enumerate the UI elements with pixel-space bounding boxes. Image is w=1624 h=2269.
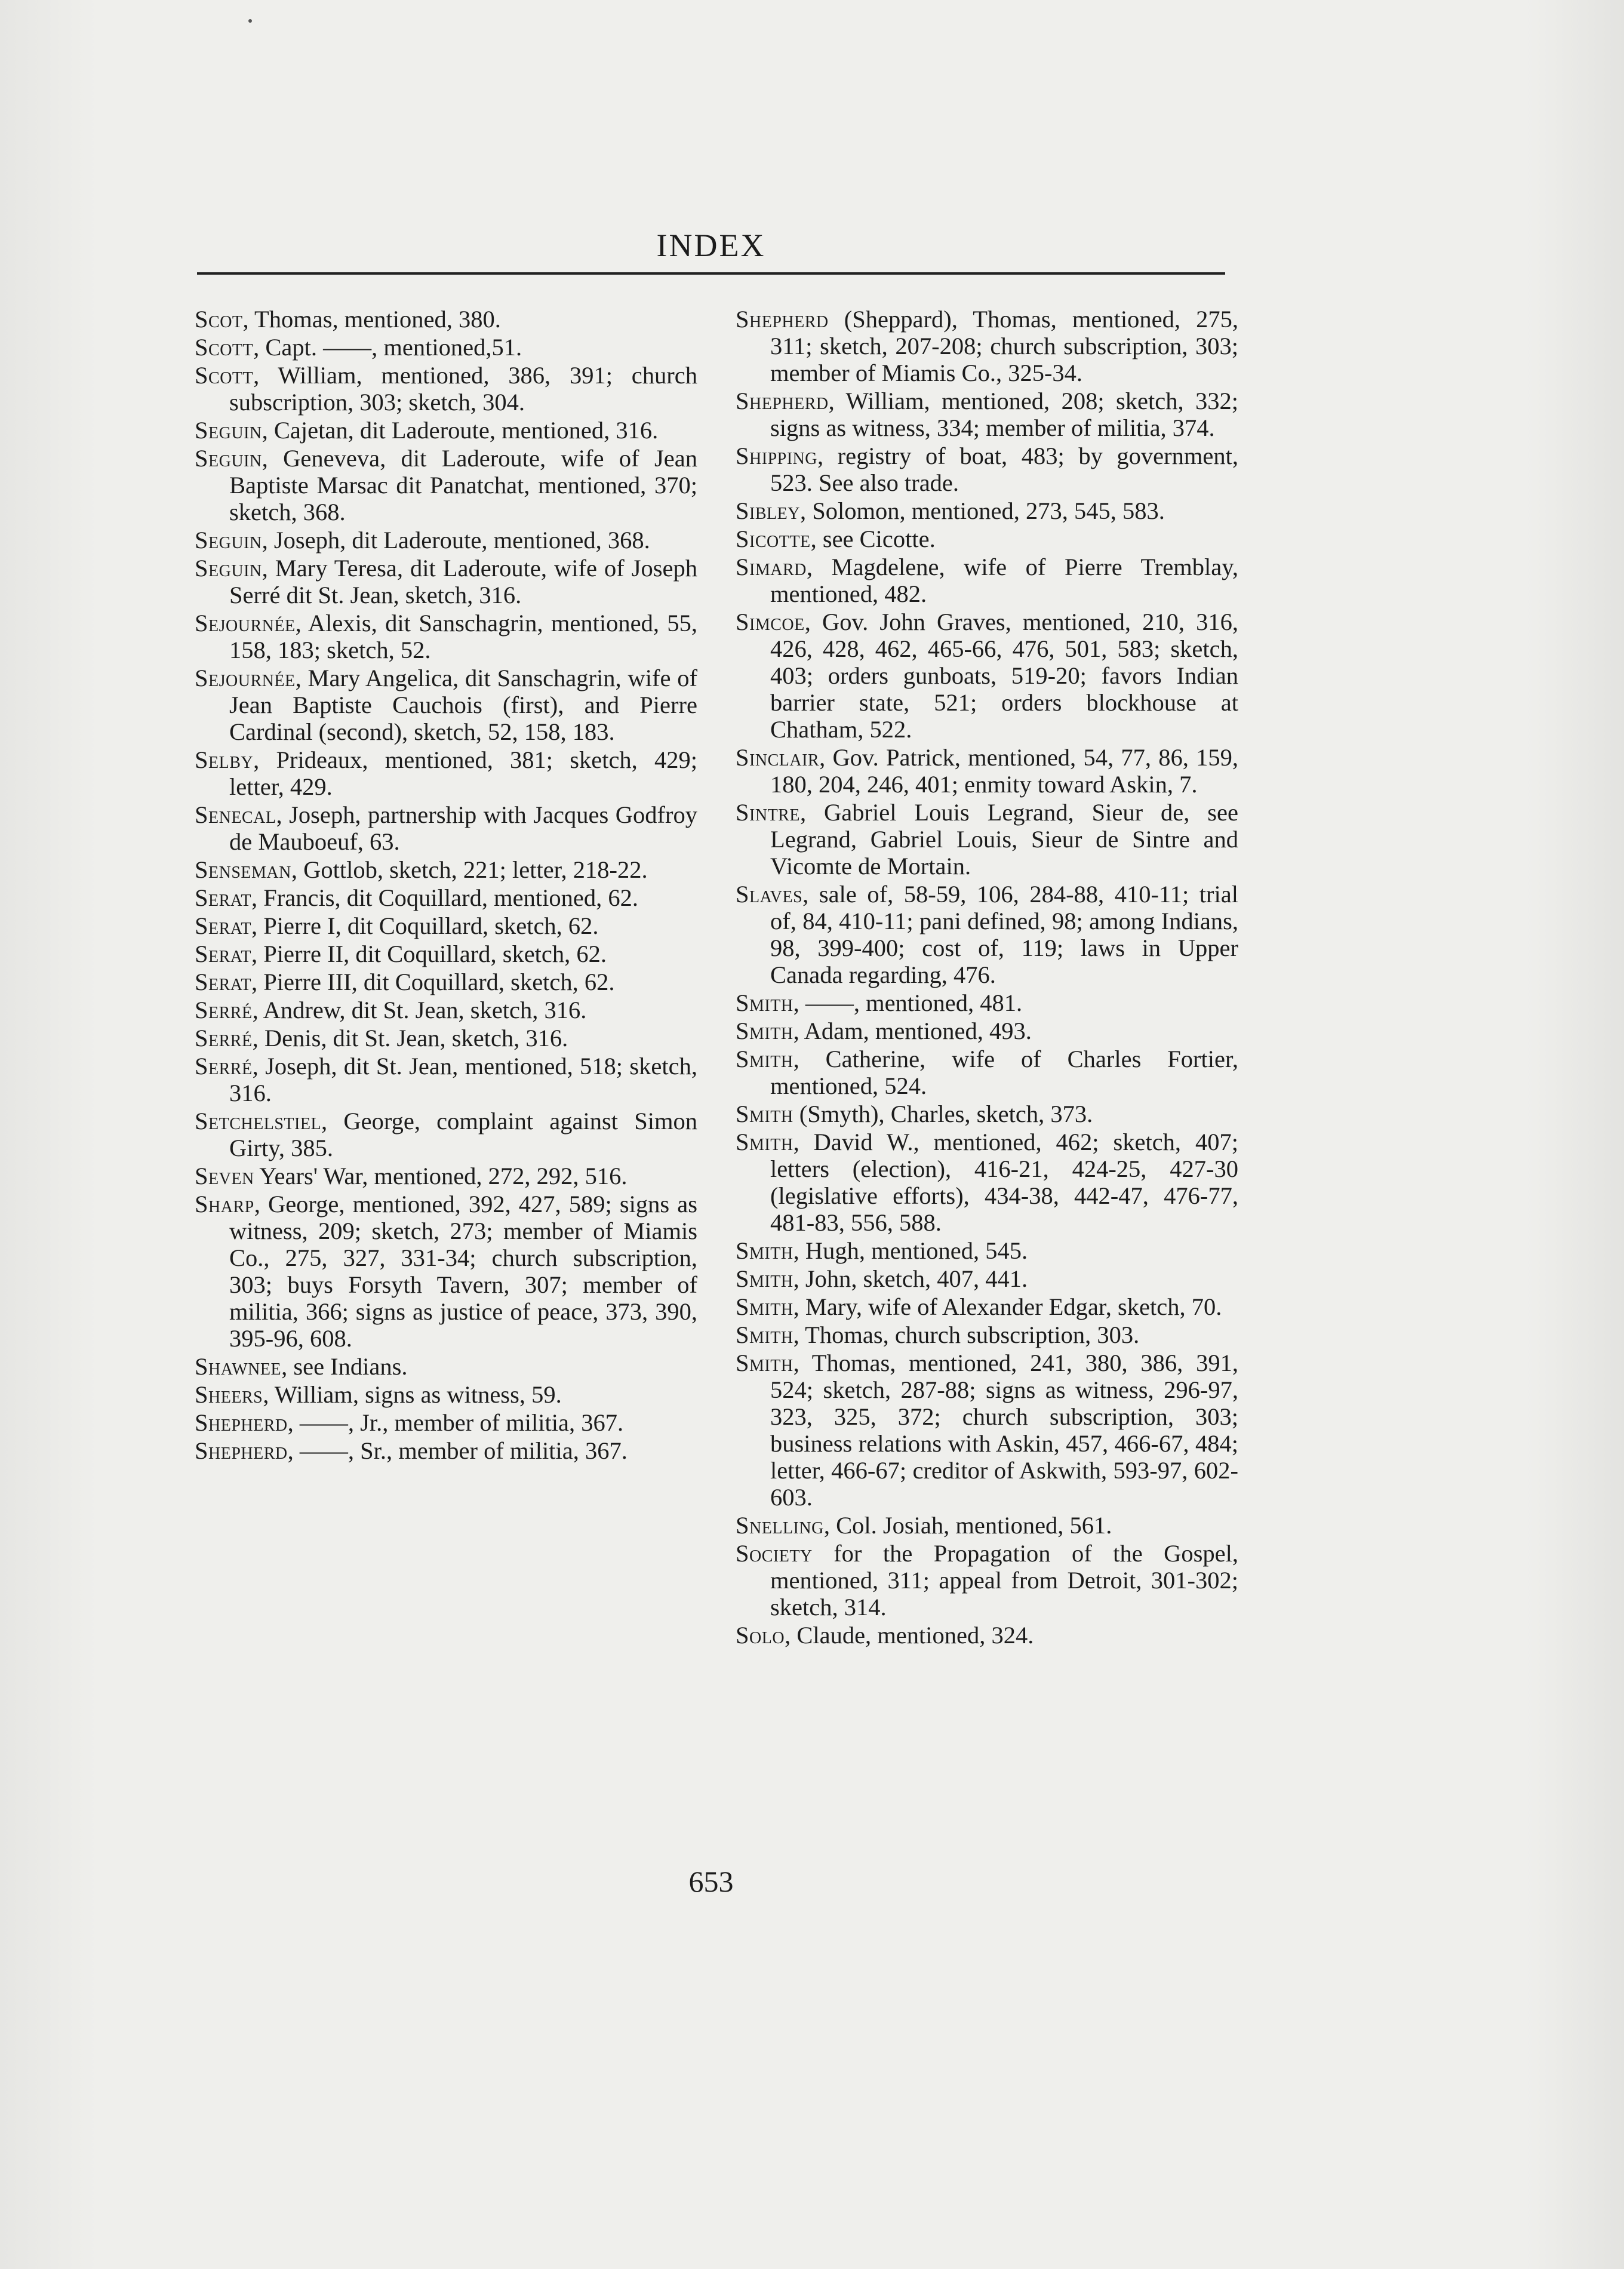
index-entry — [195, 1409, 697, 1436]
index-entry-text: , Pierre II, dit Coquillard, sketch, 62. — [251, 940, 607, 967]
index-entry-text: , Francis, dit Coquillard, mentioned, 62. — [251, 884, 638, 911]
index-headword: Sibley — [736, 497, 800, 524]
index-entry-text: , Gottlob, sketch, 221; letter, 218-22. — [291, 856, 648, 883]
index-entry — [195, 969, 697, 995]
index-entry — [736, 1017, 1238, 1044]
index-headword: Shepherd — [195, 1409, 288, 1436]
index-headword: Sinclair — [736, 744, 820, 771]
index-entry — [736, 1100, 1238, 1127]
index-headword: Seguin — [195, 555, 262, 582]
index-entry — [736, 799, 1238, 880]
index-entry — [195, 1025, 697, 1052]
index-headword: Senseman — [195, 856, 291, 883]
index-headword: Slaves — [736, 881, 803, 908]
index-headword: Setchelstiel — [195, 1108, 322, 1134]
index-entry-text: , see Cicotte. — [810, 525, 936, 552]
index-headword: Scott — [195, 362, 254, 389]
index-entry — [736, 1237, 1238, 1264]
index-entry — [195, 1353, 697, 1380]
index-headword: Seguin — [195, 527, 262, 554]
index-entry — [195, 746, 697, 800]
index-headword: Simcoe — [736, 608, 805, 635]
index-entry — [736, 1512, 1238, 1539]
index-headword: Smith — [736, 1129, 793, 1155]
index-entry — [195, 884, 697, 911]
index-headword: Shipping — [736, 442, 817, 469]
index-entry-text: , Thomas, mentioned, 241, 380, 386, 391, 524; sketch, 287-88; signs as witness, 296-97, 323, 325, 372; church subscription, 303; business relations with Askin, 457, 466-67, 484; letter, 466-67; creditor of Askwith, 593-97, 602-603. — [770, 1349, 1238, 1511]
index-entry — [736, 1321, 1238, 1348]
index-entry-text: , Cajetan, dit Laderoute, mentioned, 316. — [262, 417, 659, 444]
index-entry-text: , George, mentioned, 392, 427, 589; signs as witness, 209; sketch, 273; member of Miamis Co., 275, 327, 331-34; church subscription, 303; buys Forsyth Tavern, 307; member of militia, 366; signs as justice of peace, 373, 390, 395-96, 608. — [229, 1191, 697, 1352]
index-headword: Sharp — [195, 1191, 254, 1217]
index-entry — [195, 940, 697, 967]
paper-speck — [248, 19, 252, 23]
index-entry-text: , sale of, 58-59, 106, 284-88, 410-11; trial of, 84, 410-11; pani defined, 98; among Indians, 98, 399-400; cost of, 119; laws in Upper Canada regarding, 476. — [770, 881, 1238, 988]
index-entry — [736, 1265, 1238, 1292]
index-headword: Shawnee — [195, 1353, 282, 1380]
index-headword: Sejournée — [195, 610, 296, 637]
index-headword: Snelling — [736, 1512, 824, 1539]
index-entry-text: , Gov. John Graves, mentioned, 210, 316, 426, 428, 462, 465-66, 476, 501, 583; sketch, 403; orders gunboats, 519-20; favors Indian barrier state, 521; orders blockhouse at Chatham, 522. — [770, 608, 1238, 743]
index-entry-text: for the Propagation of the Gospel, mentioned, 311; appeal from Detroit, 301-302; sketch, 314. — [770, 1540, 1238, 1621]
index-entry — [195, 1053, 697, 1106]
index-headword: Smith — [736, 1349, 793, 1376]
index-headword: Smith — [736, 989, 793, 1016]
index-entry-text: , Mary Angelica, dit Sanschagrin, wife of Jean Baptiste Cauchois (first), and Pierre Cardinal (second), sketch, 52, 158, 183. — [229, 665, 697, 745]
index-entry-text: , David W., mentioned, 462; sketch, 407; letters (election), 416-21, 424-25, 427-30 (legislative efforts), 434-38, 442-47, 476-77, 481-83, 556, 588. — [770, 1129, 1238, 1236]
index-headword: Simard — [736, 554, 807, 580]
index-entry — [195, 527, 697, 554]
index-headword: Sejournée — [195, 665, 296, 691]
index-entry — [195, 334, 697, 361]
index-headword: Sintre — [736, 799, 800, 826]
index-entry-text: , ——, Jr., member of militia, 367. — [287, 1409, 624, 1436]
index-entry — [736, 1046, 1238, 1099]
index-headword: Society — [736, 1540, 813, 1567]
index-entry-text: , Hugh, mentioned, 545. — [793, 1237, 1028, 1264]
index-entry — [736, 306, 1238, 386]
index-entry — [736, 1540, 1238, 1621]
index-entry-text: , Joseph, partnership with Jacques Godfroy de Mauboeuf, 63. — [229, 801, 697, 855]
index-entry-text: , ——, Sr., member of militia, 367. — [287, 1437, 628, 1464]
index-headword: Sheers — [195, 1381, 263, 1408]
index-entry-text: , Mary, wife of Alexander Edgar, sketch, 70. — [793, 1293, 1222, 1320]
index-entry — [195, 555, 697, 608]
index-headword: Smith — [736, 1321, 793, 1348]
index-entry — [736, 525, 1238, 552]
index-entry-text: , Joseph, dit Laderoute, mentioned, 368. — [262, 527, 650, 554]
index-entry — [195, 1108, 697, 1161]
title-rule — [197, 272, 1225, 275]
index-entry — [736, 388, 1238, 441]
index-headword: Shepherd — [736, 306, 829, 333]
index-entry-text: , John, sketch, 407, 441. — [793, 1265, 1028, 1292]
index-entry-text: , Gov. Patrick, mentioned, 54, 77, 86, 159, 180, 204, 246, 401; enmity toward Askin, 7. — [770, 744, 1238, 798]
index-entry — [195, 801, 697, 855]
index-column-left — [195, 306, 697, 1465]
index-headword: Smith — [736, 1017, 793, 1044]
index-entry — [736, 554, 1238, 607]
index-headword: Smith — [736, 1100, 793, 1127]
index-entry-text: , Solomon, mentioned, 273, 545, 583. — [799, 497, 1165, 524]
index-entry — [736, 989, 1238, 1016]
page-title: INDEX — [656, 227, 766, 263]
index-entry — [736, 744, 1238, 798]
index-entry — [736, 442, 1238, 496]
index-headword: Serat — [195, 912, 252, 939]
index-entry — [736, 881, 1238, 988]
index-entry-text: , George, complaint against Simon Girty, 385. — [229, 1108, 697, 1161]
index-entry-text: , Geneveva, dit Laderoute, wife of Jean Baptiste Marsac dit Panatchat, mentioned, 370; sketch, 368. — [229, 445, 697, 525]
index-headword: Solo — [736, 1622, 785, 1649]
index-entry — [736, 497, 1238, 524]
index-column-right — [736, 306, 1238, 1650]
index-headword: Smith — [736, 1265, 793, 1292]
index-entry — [195, 1191, 697, 1352]
index-entry — [195, 610, 697, 663]
index-entry-text: , Thomas, church subscription, 303. — [793, 1321, 1140, 1348]
index-entry-text: , see Indians. — [281, 1353, 408, 1380]
index-headword: Serré — [195, 1053, 253, 1080]
index-headword: Seguin — [195, 445, 262, 472]
index-headword: Seven — [195, 1163, 254, 1189]
index-headword: Serré — [195, 997, 253, 1023]
index-headword: Smith — [736, 1293, 793, 1320]
index-entry-text: , Magdelene, wife of Pierre Tremblay, mentioned, 482. — [770, 554, 1238, 607]
index-entry — [195, 1437, 697, 1464]
index-entry-text: , Claude, mentioned, 324. — [785, 1622, 1034, 1649]
index-entry — [736, 1622, 1238, 1649]
index-entry — [195, 912, 697, 939]
index-headword: Senecal — [195, 801, 276, 828]
index-entry-text: , Andrew, dit St. Jean, sketch, 316. — [252, 997, 587, 1023]
index-headword: Selby — [195, 746, 254, 773]
page-number: 653 — [688, 1865, 734, 1898]
index-entry-text: , Mary Teresa, dit Laderoute, wife of Joseph Serré dit St. Jean, sketch, 316. — [229, 555, 697, 608]
index-entry — [736, 1293, 1238, 1320]
index-entry — [195, 1163, 697, 1189]
index-entry-text: , Pierre III, dit Coquillard, sketch, 62. — [251, 969, 615, 995]
index-entry — [195, 362, 697, 416]
index-headword: Scot — [195, 306, 243, 333]
index-headword: Serat — [195, 969, 252, 995]
index-entry-text: , ——, mentioned, 481. — [793, 989, 1023, 1016]
index-entry-text: (Sheppard), Thomas, mentioned, 275, 311; sketch, 207-208; church subscription, 303; member of Miamis Co., 325-34. — [770, 306, 1238, 386]
index-headword: Shepherd — [736, 388, 829, 414]
index-entry-text: , William, mentioned, 386, 391; church subscription, 303; sketch, 304. — [229, 362, 697, 416]
index-entry-text: , Joseph, dit St. Jean, mentioned, 518; sketch, 316. — [229, 1053, 697, 1106]
index-entry — [195, 856, 697, 883]
index-headword: Serat — [195, 884, 252, 911]
index-entry — [195, 306, 697, 333]
index-entry-text: , registry of boat, 483; by government, 523. See also trade. — [770, 442, 1238, 496]
index-entry — [195, 1381, 697, 1408]
index-entry-text: Years' War, mentioned, 272, 292, 516. — [254, 1163, 628, 1189]
index-entry-text: , Col. Josiah, mentioned, 561. — [823, 1512, 1112, 1539]
index-entry — [195, 665, 697, 745]
index-entry-text: , Gabriel Louis Legrand, Sieur de, see Legrand, Gabriel Louis, Sieur de Sintre and Vicomte de Mortain. — [770, 799, 1238, 880]
index-entry-text: , Capt. ——, mentioned,51. — [253, 334, 522, 361]
index-entry-text: , William, mentioned, 208; sketch, 332; signs as witness, 334; member of militia, 374. — [770, 388, 1238, 441]
index-entry-text: , Thomas, mentioned, 380. — [242, 306, 501, 333]
index-entry-text: , Alexis, dit Sanschagrin, mentioned, 55, 158, 183; sketch, 52. — [229, 610, 697, 663]
index-entry-text: , Pierre I, dit Coquillard, sketch, 62. — [251, 912, 599, 939]
index-headword: Serré — [195, 1025, 253, 1052]
index-entry — [195, 417, 697, 444]
index-entry-text: , Denis, dit St. Jean, sketch, 316. — [252, 1025, 568, 1052]
index-headword: Smith — [736, 1237, 793, 1264]
index-entry — [736, 1349, 1238, 1511]
index-headword: Scott — [195, 334, 254, 361]
index-headword: Seguin — [195, 417, 262, 444]
index-headword: Smith — [736, 1046, 793, 1072]
index-entry-text: , William, signs as witness, 59. — [263, 1381, 562, 1408]
index-entry — [736, 608, 1238, 743]
index-entry-text: , Prideaux, mentioned, 381; sketch, 429; letter, 429. — [229, 746, 697, 800]
index-entry-text: (Smyth), Charles, sketch, 373. — [793, 1100, 1093, 1127]
index-headword: Serat — [195, 940, 252, 967]
index-headword: Shepherd — [195, 1437, 288, 1464]
index-entry-text: , Catherine, wife of Charles Fortier, mentioned, 524. — [770, 1046, 1238, 1099]
index-entry — [195, 445, 697, 525]
index-entry — [195, 997, 697, 1023]
index-entry-text: , Adam, mentioned, 493. — [793, 1017, 1032, 1044]
index-headword: Sicotte — [736, 525, 811, 552]
index-entry — [736, 1129, 1238, 1236]
